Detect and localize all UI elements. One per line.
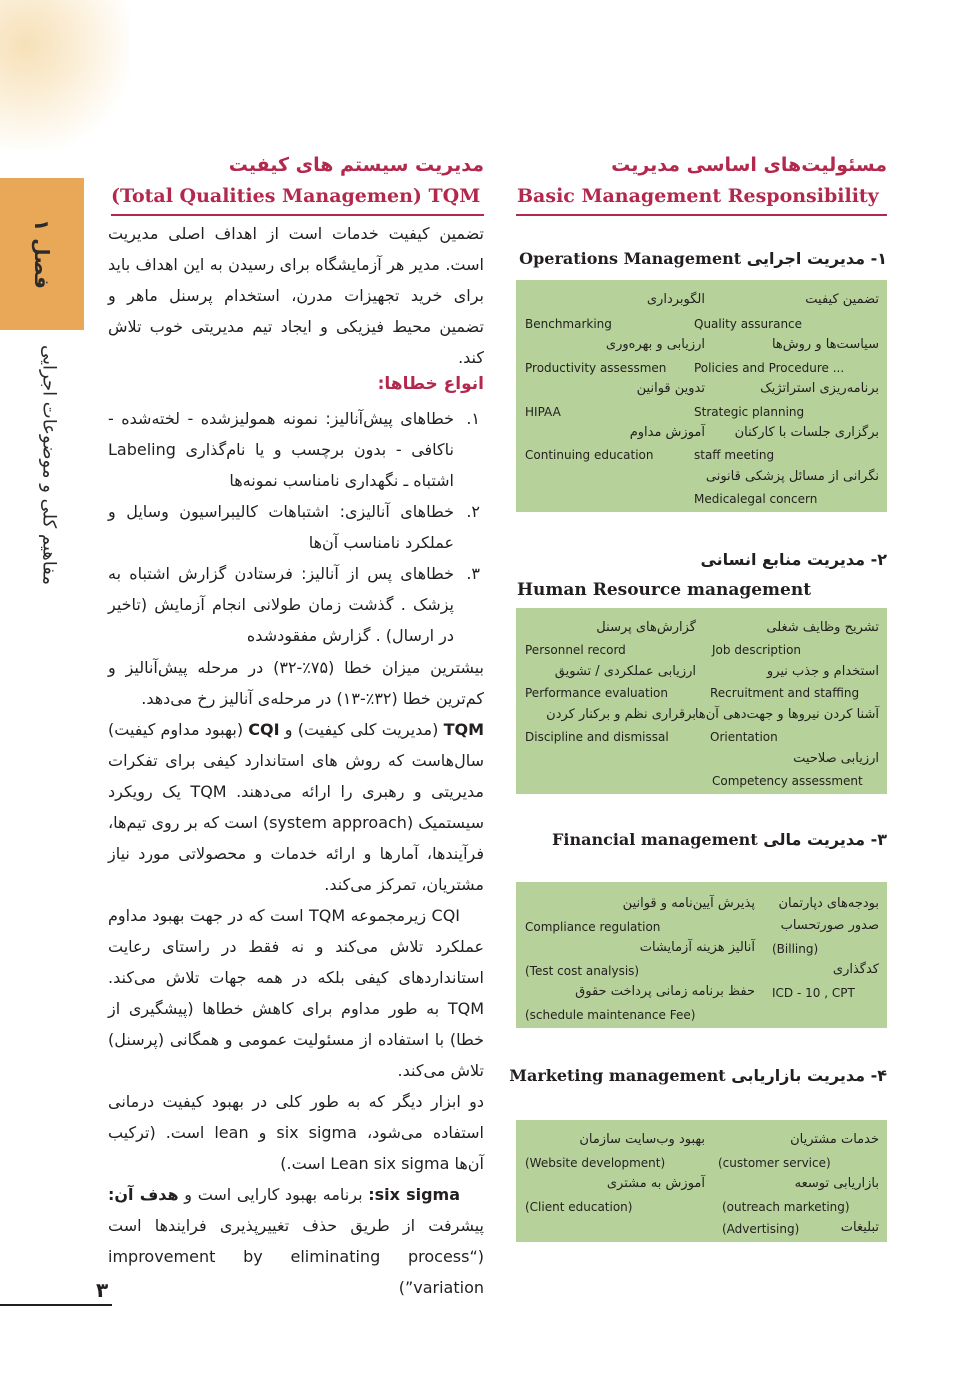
six-sigma-text-b: پیشرفت از طریق حذف تغییرپذیری فرایندها است (“improvement by eliminating process variation”): [108, 1216, 484, 1297]
section-4-title-fa: ۴- مدیریت بازاریابی: [731, 1066, 887, 1085]
intro-text: تضمین کیفیت خدمات است از اهداف اصلی مدیریت است. مدیر هر آزمایشگاه برای رسیدن به این اهداف باید برای خرید تجهیزات مدرن، استخدام پرسنل ماهر و تضمین محیط فیزیکی و ایجاد تیم مدیریتی خوب تلاش کند.: [108, 224, 484, 367]
table-cell: (schedule maintenance Fee): [525, 1008, 696, 1022]
table-cell: تشریح وظایف شغلی: [766, 620, 879, 635]
table-cell: برقراری نظم و برکنار کردن: [546, 707, 696, 722]
table-cell: staff meeting: [694, 448, 775, 462]
section-2-title: ۲- مدیریت منابع انسانی: [700, 550, 887, 569]
section-4-title-en: Marketing management: [509, 1066, 726, 1085]
list-item: [108, 403, 484, 496]
left-header-rule: [111, 214, 484, 216]
right-column-subtitle: Basic Management Responsibility: [517, 185, 879, 207]
table-cell: صدور صورتحساب: [780, 918, 879, 933]
table-cell: Personnel record: [525, 643, 626, 657]
list-item: [108, 496, 484, 558]
table-cell: بودجه‌های دپارتمان: [778, 896, 879, 911]
chapter-label: فصل ۱: [30, 219, 54, 289]
table-cell: Medicalegal concern: [694, 492, 818, 506]
goal-bold: هدف آن:: [108, 1185, 179, 1204]
errors-heading: انواع خطاها:: [377, 374, 484, 394]
list-text: خطاهای پیش‌آنالیز: نمونه همولیزشده - لخته‌شده - ناکافی - بدون برچسب و یا نام‌گذاری Labeling اشتباه ـ نگهداری نامناسب نمونه‌ها: [108, 409, 454, 490]
six-sigma-paragraph: [108, 1179, 484, 1303]
tqm-paragraph: [108, 714, 484, 900]
table-cell: Job description: [712, 643, 802, 657]
table-cell: Continuing education: [525, 448, 654, 462]
cqi-paragraph: CQI زیرمجموعه TQM است که در جهت بهبود مداوم عملکرد تلاش می‌کند و نه فقط در راستای رعایت استانداردهای کیفی بلکه در همه جهات تلاش می‌کند. TQM به طور مداوم برای کاهش خطاها (پیشگیری از خطا) با استفاده از مسئولیت عمومی و همگانی (پرسنل) تلاش می‌کند.: [108, 906, 484, 1080]
table-cell: تدوین قوانین: [636, 381, 705, 396]
table-cell: Policies and Procedure ...: [694, 361, 845, 375]
right-header-rule: [516, 214, 887, 216]
cqi-bold: CQI: [248, 720, 280, 739]
section-4-title: [509, 1066, 887, 1085]
list-number: ۲.: [466, 502, 480, 521]
table-cell: Discipline and dismissal: [525, 730, 669, 744]
table-cell: ارزیابی صلاحیت: [793, 751, 879, 766]
table-cell: ارزیابی و بهره‌وری: [605, 337, 705, 352]
table-cell: خدمات مشتریان: [790, 1132, 879, 1147]
table-cell: الگوبرداری: [646, 292, 705, 307]
table-cell: (Advertising): [722, 1222, 800, 1236]
table-cell: (Billing): [772, 942, 819, 956]
table-cell: Performance evaluation: [525, 686, 668, 700]
table-cell: (customer service): [718, 1156, 831, 1170]
table-cell: Recruitment and staffing: [710, 686, 860, 700]
table-cell: Orientation: [710, 730, 778, 744]
table-cell: (Test cost analysis): [525, 964, 640, 978]
tqm-paragraphs: [108, 652, 484, 1303]
table-cell: سیاست‌ها و روش‌ها: [771, 337, 879, 352]
tqm-bold: TQM: [443, 720, 484, 739]
list-item: [108, 558, 484, 651]
section-2-box: [516, 608, 887, 794]
table-cell: (Client education): [525, 1200, 633, 1214]
table-cell: حفظ برنامه زمانی پرداخت حقوق: [575, 984, 755, 999]
error-rate-paragraph: بیشترین میزان خطا (۷۵٪-۳۲) در مرحله پیش‌آنالیز و کم‌ترین خطا (۳۲٪-۱۳) در مرحله‌ی آنالیز رخ می‌دهد.: [108, 658, 485, 708]
table-cell: ICD - 10 , CPT: [772, 986, 855, 1000]
page-number: ۳: [96, 1278, 109, 1302]
right-column-title: مسئولیت‌های اساسی مدیریت: [611, 154, 887, 176]
chapter-tab: [0, 178, 84, 330]
section-1-title: [519, 249, 887, 268]
table-cell: ارزیابی عملکردی / تشویق: [554, 664, 696, 679]
list-text: خطاهای پس از آنالیز: فرستادن گزارش اشتباه به پزشک . گذشت زمان طولانی انجام آزمایش (تاخیر در ارسال) . گزارش مفقودشده: [108, 564, 454, 645]
tqm-text-a: (مدیریت کلی کیفیت) و: [279, 720, 444, 739]
table-cell: بهبود وب‌سایت سازمان: [579, 1132, 705, 1147]
tqm-text-b: (بهبود مداوم کیفیت) سال‌هاست که روش های استاندارد کیفی برای تفکرات مدیریتی و رهبری را ارائه می‌دهند. TQM یک رویکرد سیستمیک (system approach) است که بر روی تیم‌ها، فرآیندها، آمارها و ارائه خدمات و محصولاتی مورد نیاز مشتریان، تمرکز می‌کند.: [108, 720, 485, 894]
table-cell: آموزش مداوم: [629, 425, 705, 440]
table-cell: Benchmarking: [525, 317, 612, 331]
section-3-box: [516, 882, 887, 1028]
table-cell: HIPAA: [525, 405, 561, 419]
table-cell: (Website development): [525, 1156, 666, 1170]
six-sigma-text-a: برنامه بهبود کارایی است و: [178, 1185, 369, 1204]
table-cell: Compliance regulation: [525, 920, 661, 934]
section-4-box: [516, 1120, 887, 1242]
table-cell: تضمین کیفیت: [805, 292, 879, 307]
table-cell: پذیرش آیین‌نامه و قوانین: [622, 896, 755, 911]
left-column-subtitle: (Total Qualities Managemen) TQM: [111, 185, 481, 207]
table-cell: Quality assurance: [694, 317, 803, 331]
table-cell: Productivity assessmen: [525, 361, 667, 375]
list-number: ۱.: [466, 409, 480, 428]
table-cell: برگزاری جلسات با کارکنان: [734, 425, 879, 440]
table-cell: (outreach marketing): [722, 1200, 850, 1214]
table-cell: بازاریابی توسعه: [794, 1176, 879, 1191]
section-3-title: [552, 830, 887, 849]
table-cell: آشنا کردن نیروها و جهت‌دهی آن‌ها: [694, 707, 879, 722]
errors-list: [108, 403, 484, 651]
table-cell: تبلیغات: [840, 1220, 879, 1235]
intro-paragraph: [108, 218, 484, 373]
section-1-box: [516, 280, 887, 512]
table-cell: استخدام و جذب نیرو: [766, 664, 879, 679]
table-cell: Competency assessment: [712, 774, 863, 788]
chapter-subtitle: مفاهیم کلی و موضوعات اجرایی: [38, 344, 60, 586]
six-sigma-bold: six sigma:: [368, 1185, 461, 1204]
section-1-title-fa: ۱- مدیریت اجرایی: [746, 249, 887, 268]
table-cell: نگرانی از مسائل پزشکی قانونی: [705, 469, 879, 484]
corner-decoration: [0, 0, 130, 150]
left-column-title: مدیریت سیستم های کیفیت: [228, 154, 484, 176]
list-text: خطاهای آنالیزی: اشتباهات کالیبراسیون وسایل و عملکرد نامناسب آن‌ها: [108, 502, 454, 552]
section-3-title-en: Financial management: [552, 830, 758, 849]
section-3-title-fa: ۳- مدیریت مالی: [763, 830, 887, 849]
list-number: ۳.: [466, 564, 480, 583]
table-cell: Strategic planning: [694, 405, 805, 419]
table-cell: کدگذاری: [832, 962, 879, 977]
section-1-title-en: Operations Management: [519, 249, 742, 268]
tools-paragraph: دو ابزار دیگر که به طور کلی در بهبود کیفیت درمانی استفاده می‌شود، six sigma و lean است. (ترکیب آن‌ها Lean six sigma است.): [108, 1092, 485, 1173]
table-cell: آنالیز هزینه آزمایشات: [639, 940, 755, 955]
table-cell: آموزش به مشتری: [606, 1176, 705, 1191]
page-number-rule: [0, 1304, 112, 1306]
table-cell: برنامه‌ریزی استراتژیک: [760, 381, 879, 396]
table-cell: گزارش‌های پرسنل: [596, 620, 696, 635]
chapter-subtitle-box: [18, 335, 80, 595]
section-2-title-en: Human Resource management: [517, 580, 812, 600]
